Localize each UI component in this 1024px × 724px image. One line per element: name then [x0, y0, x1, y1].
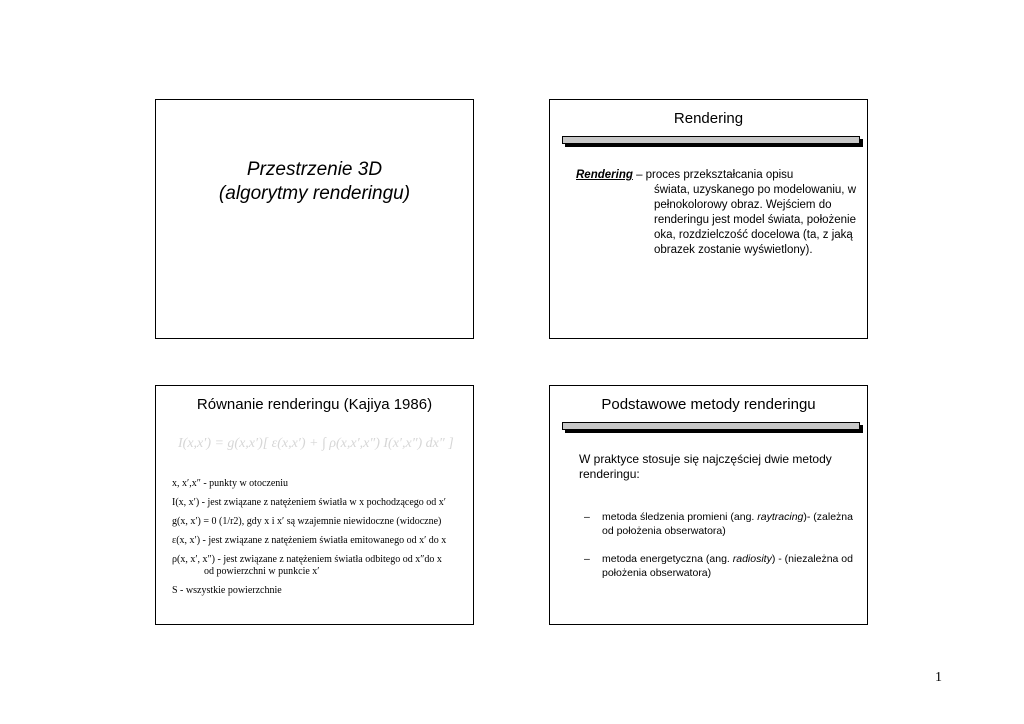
slide-title-page: [155, 99, 474, 339]
title-line-2: (algorytmy renderingu): [218, 183, 411, 204]
legend-item: I(x, x′) - jest związane z natężeniem światła w x pochodzącego od x′: [172, 497, 446, 508]
legend-item: g(x, x′) = 0 (1/r2), gdy x i x′ są wzajemnie niewidoczne (widoczne): [172, 516, 442, 527]
equation-legend: [172, 478, 470, 604]
slide-title: Podstawowe metody renderingu: [601, 396, 816, 413]
page-number: 1: [935, 670, 942, 685]
title-line-1: Przestrzenie 3D: [246, 159, 383, 180]
bullet-dash: –: [584, 553, 590, 565]
bullet-text: ) - (niezależna od położenia obserwatora): [602, 553, 853, 579]
rendering-equation-formula: [178, 436, 458, 474]
formula-text: I(x,x′) = g(x,x′)[ ε(x,x′) + ∫ ρ(x,x′,x″) I(x′,x″) dx″ ]: [178, 436, 454, 451]
definition-body: świata, uzyskanego po modelowaniu, w pełnokolorowy obraz. Wejściem do renderingu jest model świata, położenie oka, rozdzielczość docelowa (ta, z jaką obrazek zostanie wyświetlony).: [654, 184, 857, 256]
slide-rendering-equation: [155, 385, 474, 625]
intro-text: W praktyce stosuje się najczęściej dwie metody renderingu:: [579, 452, 832, 481]
slide-title: Równanie renderingu (Kajiya 1986): [196, 396, 433, 413]
bullet-emphasis: radiosity: [732, 553, 772, 565]
legend-item: S - wszystkie powierzchnie: [172, 585, 282, 596]
definition-first-line: – proces przekształcania opisu: [632, 169, 794, 181]
slide-title: Rendering: [673, 110, 744, 127]
definition-text: [576, 168, 861, 258]
slide-rendering: [549, 99, 868, 339]
legend-item: ρ(x, x′, x″) - jest związane z natężeniem światła odbitego od x″do x: [172, 554, 442, 565]
legend-item: x, x′,x″ - punkty w otoczeniu: [172, 478, 289, 489]
bullet-radiosity: [584, 552, 854, 580]
slide-rendering-methods: [549, 385, 868, 625]
title-underline-bar: [562, 422, 860, 430]
bullet-dash: –: [584, 511, 590, 523]
bullet-raytracing: [584, 510, 854, 538]
slide-main-title: [156, 158, 473, 206]
bullet-text: metoda energetyczna (ang.: [602, 553, 733, 565]
bullet-emphasis: raytracing: [757, 511, 804, 523]
legend-item-continuation: od powierzchni w punkcie x′: [204, 566, 320, 577]
bullet-text: metoda śledzenia promieni (ang.: [602, 511, 758, 523]
title-underline-bar: [562, 136, 860, 144]
legend-item: ε(x, x′) - jest związane z natężeniem światła emitowanego od x′ do x: [172, 535, 447, 546]
bullet-text: )- (zależna od położenia obserwatora): [602, 511, 853, 537]
definition-term: Rendering: [576, 169, 633, 181]
